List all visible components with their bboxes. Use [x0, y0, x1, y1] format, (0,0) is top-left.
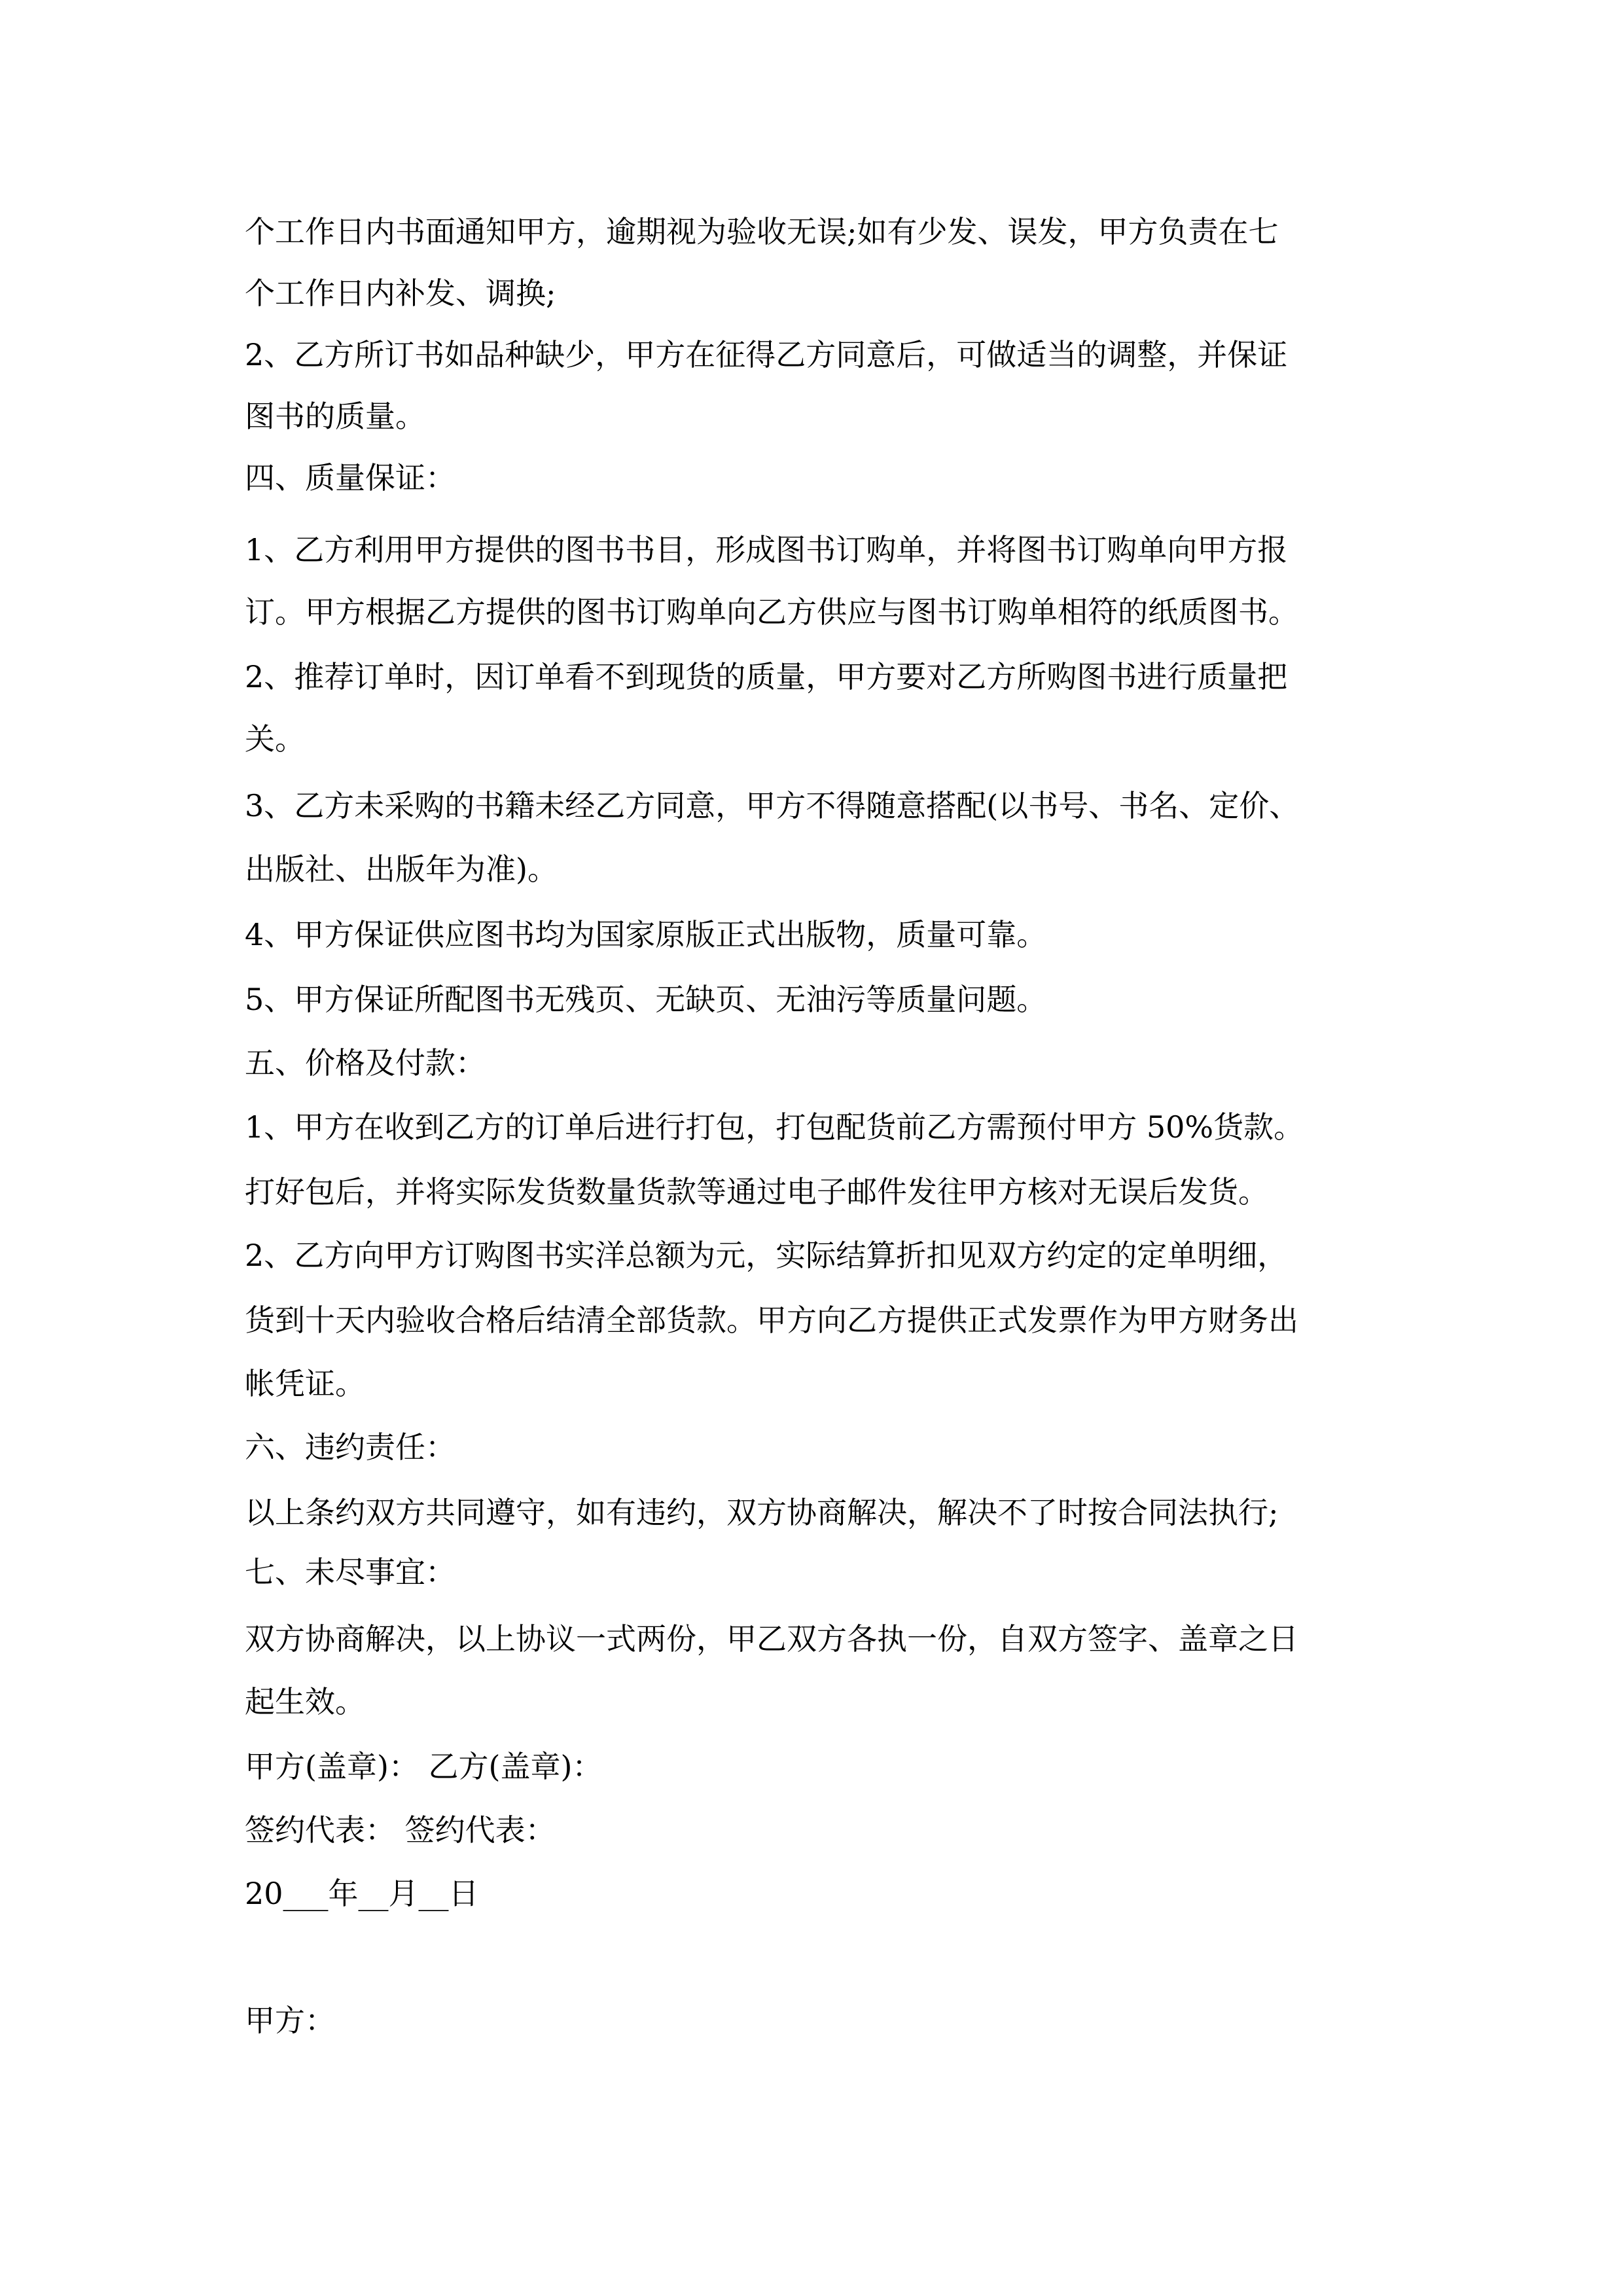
text-line: 以上条约双方共同遵守，如有违约，双方协商解决，解决不了时按合同法执行; [245, 1495, 1279, 1530]
text-line: 2、乙方向甲方订购图书实洋总额为元，实际结算折扣见双方约定的定单明细， [245, 1238, 1288, 1273]
signature-representative-line: 签约代表： 签约代表： [245, 1812, 556, 1848]
text-line: 1、乙方利用甲方提供的图书书目，形成图书订购单，并将图书订购单向甲方报 [245, 532, 1288, 567]
signature-seal-line: 甲方(盖章)： 乙方(盖章)： [245, 1749, 603, 1784]
text-line: 1、甲方在收到乙方的订单后进行打包，打包配货前乙方需预付甲方 50%货款。 [245, 1109, 1304, 1145]
text-line: 起生效。 [245, 1684, 365, 1719]
text-line: 3、乙方未采购的书籍未经乙方同意，甲方不得随意搭配(以书号、书名、定价、 [245, 788, 1300, 823]
text-line: 个工作日内补发、调换; [245, 276, 556, 311]
date-line: 20___年__月__日 [245, 1876, 479, 1911]
text-line: 4、甲方保证供应图书均为国家原版正式出版物，质量可靠。 [245, 917, 1047, 952]
text-line: 双方协商解决，以上协议一式两份，甲乙双方各执一份，自双方签字、盖章之日 [245, 1621, 1298, 1657]
party-a-label: 甲方： [245, 2003, 335, 2038]
section-heading: 六、违约责任： [245, 1429, 455, 1465]
text-line: 5、甲方保证所配图书无残页、无缺页、无油污等质量问题。 [245, 982, 1047, 1017]
text-line: 帐凭证。 [245, 1366, 365, 1401]
text-line: 图书的质量。 [245, 399, 425, 434]
text-line: 个工作日内书面通知甲方，逾期视为验收无误;如有少发、误发，甲方负责在七 [245, 214, 1279, 249]
text-line: 2、乙方所订书如品种缺少，甲方在征得乙方同意后，可做适当的调整，并保证 [245, 337, 1288, 372]
text-line: 出版社、出版年为准)。 [245, 852, 558, 887]
text-line: 订。甲方根据乙方提供的图书订购单向乙方供应与图书订购单相符的纸质图书。 [245, 594, 1298, 630]
section-heading: 五、价格及付款： [245, 1045, 486, 1081]
section-heading: 四、质量保证： [245, 460, 455, 495]
text-line: 货到十天内验收合格后结清全部货款。甲方向乙方提供正式发票作为甲方财务出 [245, 1302, 1298, 1338]
text-line: 关。 [245, 721, 305, 757]
text-line: 2、推荐订单时，因订单看不到现货的质量，甲方要对乙方所购图书进行质量把 [245, 659, 1288, 694]
section-heading: 七、未尽事宜： [245, 1554, 455, 1590]
text-line: 打好包后，并将实际发货数量货款等通过电子邮件发往甲方核对无误后发货。 [245, 1174, 1268, 1210]
